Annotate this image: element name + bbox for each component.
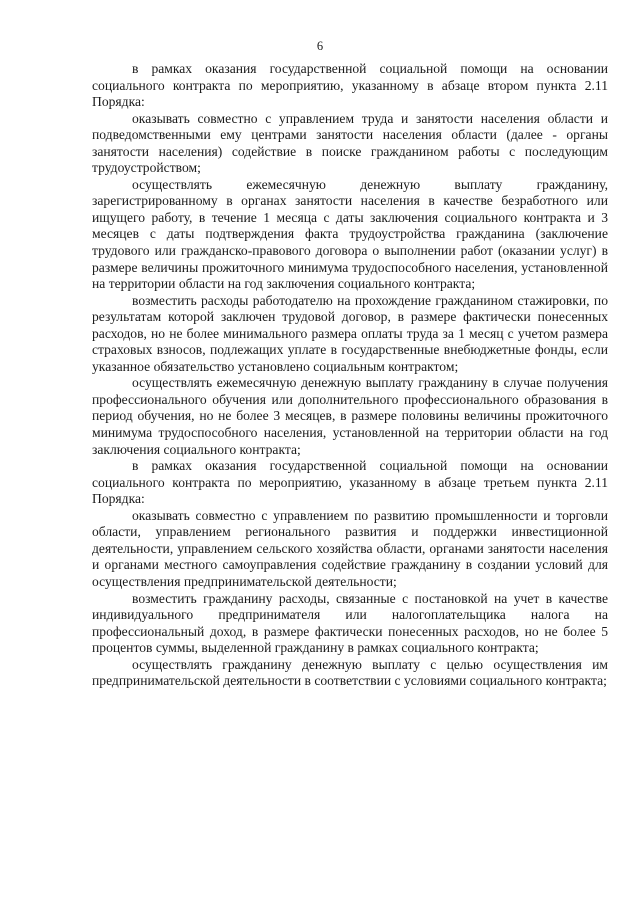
paragraph: возместить расходы работодателю на прохождение гражданином стажировки, по результатам которой заключен трудовой договор, в размере фактически понесенных расходов, но не более минимального размера оплаты труда за 1 месяц с учетом размера страховых взносов, подлежащих уплате в государственные внебюджетные фонды, если указанное обязательство установлено социальным контрактом; [92,292,608,374]
document-body [92,61,608,690]
paragraph: осуществлять гражданину денежную выплату с целью осуществления им предпринимательской деятельности в соответствии с условиями социального контракта; [92,656,608,689]
page-number: 6 [316,39,324,53]
paragraph: в рамках оказания государственной социальной помощи на основании социального контракта по мероприятию, указанному в абзаце втором пункта 2.11 Порядка: [92,61,608,110]
paragraph: осуществлять ежемесячную денежную выплату гражданину, зарегистрированному в органах занятости населения в качестве безработного или ищущего работу, в течение 1 месяца с даты заключения социального контракта и 3 месяцев с даты подтверждения факта трудоустройства гражданина (заключение трудового или гражданско-правового договора о выполнении работ (оказании услуг) в размере величины прожиточного минимума трудоспособного населения, установленной на территории области на год заключения социального контракта; [92,176,608,292]
paragraph: возместить гражданину расходы, связанные с постановкой на учет в качестве индивидуального предпринимателя или налогоплательщика налога на профессиональный доход, в размере фактически понесенных расходов, но не более 5 процентов суммы, выделенной гражданину в рамках социального контракта; [92,590,608,656]
paragraph: в рамках оказания государственной социальной помощи на основании социального контракта по мероприятию, указанному в абзаце третьем пункта 2.11 Порядка: [92,458,608,507]
paragraph: осуществлять ежемесячную денежную выплату гражданину в случае получения профессионального обучения или дополнительного профессионального образования в период обучения, но не более 3 месяцев, в размере половины величины прожиточного минимума трудоспособного населения, установленной на территории области на год заключения социального контракта; [92,375,608,457]
paragraph: оказывать совместно с управлением труда и занятости населения области и подведомственными ему центрами занятости населения области (далее - органы занятости населения) содействие в поиске гражданином работы с последующим трудоустройством; [92,110,608,176]
paragraph: оказывать совместно с управлением по развитию промышленности и торговли области, управлением регионального развития и поддержки инвестиционной деятельности, управлением сельского хозяйства области, органами занятости населения и органами местного самоуправления содействие гражданину в создании условий для осуществления предпринимательской деятельности; [92,507,608,589]
